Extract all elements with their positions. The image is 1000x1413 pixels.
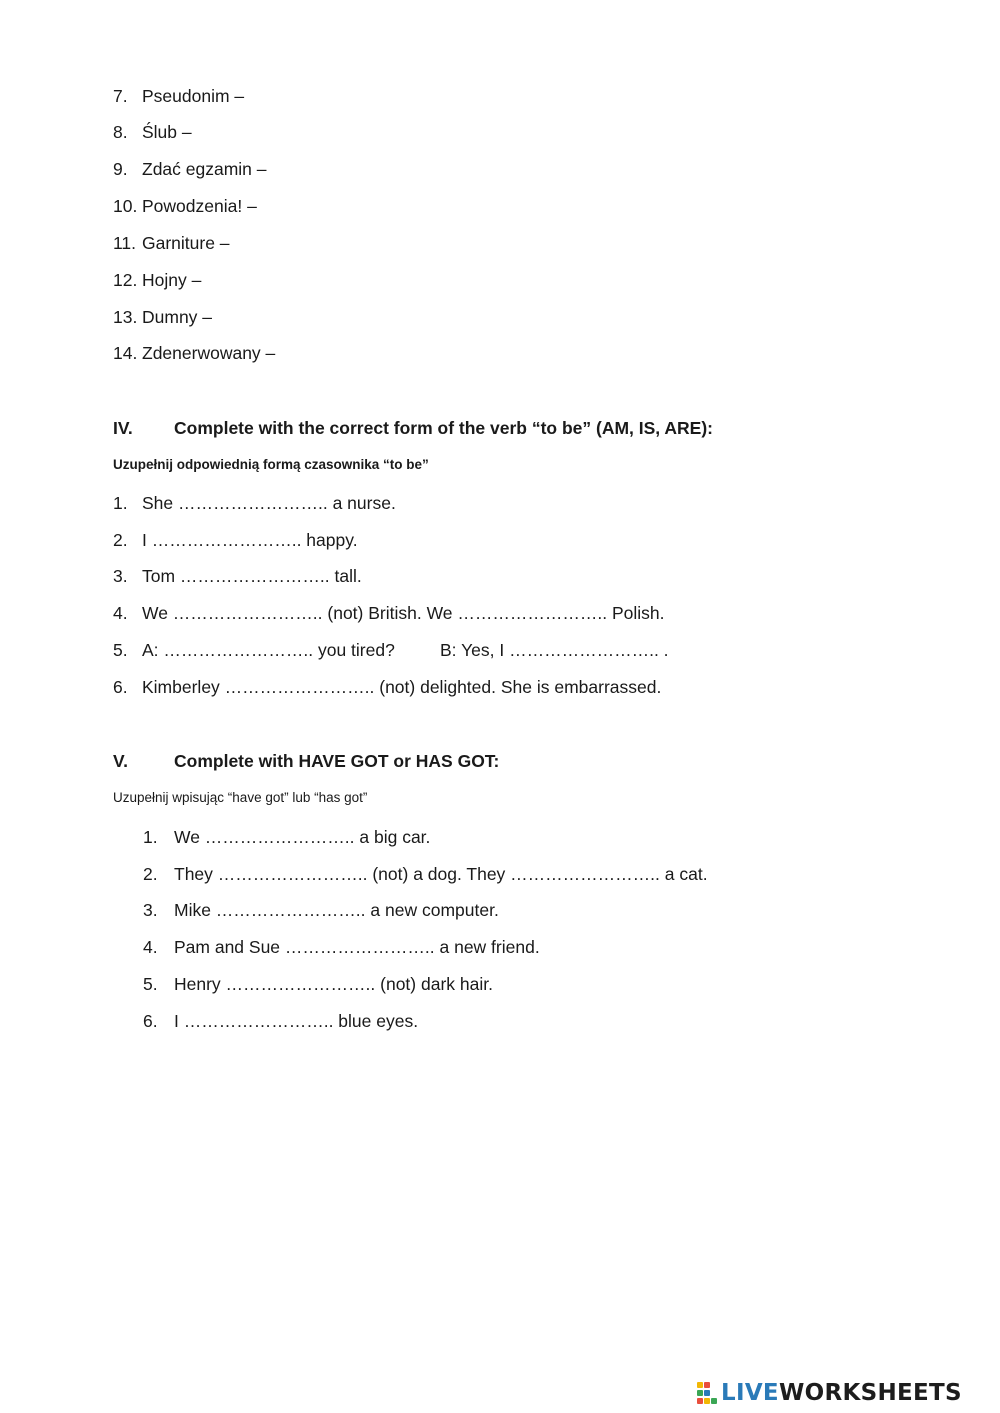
item-number: 9. — [113, 159, 128, 179]
item-text: Ślub – — [142, 122, 192, 142]
item-number: 6. — [143, 1011, 158, 1031]
item-text[interactable]: We …………………….. (not) British. We …………………….. Polish. — [142, 603, 665, 623]
item-text[interactable]: Pam and Sue …………………….. a new friend. — [174, 937, 540, 957]
item-number: 7. — [113, 86, 128, 106]
logo-text-live: LIVE — [721, 1380, 779, 1406]
item-number: 10. — [113, 196, 138, 216]
liveworksheets-logo — [697, 1378, 962, 1408]
section-number: IV. — [113, 418, 133, 438]
item-text: Zdenerwowany – — [142, 343, 276, 363]
section-subtitle: Uzupełnij wpisując “have got” lub “has got” — [113, 790, 368, 805]
item-number: 11. — [113, 233, 137, 253]
item-number: 1. — [113, 493, 128, 513]
item-text[interactable]: I …………………….. blue eyes. — [174, 1011, 419, 1031]
item-text[interactable]: Henry …………………….. (not) dark hair. — [174, 974, 493, 994]
item-text[interactable]: They …………………….. (not) a dog. They …………………….. a cat. — [174, 864, 708, 884]
item-text-b[interactable]: B: Yes, I …………………….. . — [440, 640, 669, 660]
item-text: Powodzenia! – — [142, 196, 257, 216]
item-number: 4. — [143, 937, 158, 957]
item-text[interactable]: A: …………………….. you tired? — [142, 640, 395, 660]
item-text: Pseudonim – — [142, 86, 245, 106]
item-number: 1. — [143, 827, 158, 847]
item-number: 5. — [143, 974, 158, 994]
logo-text-worksheets: WORKSHEETS — [778, 1380, 962, 1406]
item-text: Zdać egzamin – — [142, 159, 267, 179]
section-title: Complete with the correct form of the verb “to be” (AM, IS, ARE): — [174, 418, 713, 438]
section-title: Complete with HAVE GOT or HAS GOT: — [174, 751, 500, 771]
item-text: Hojny – — [142, 270, 202, 290]
item-text[interactable]: She …………………….. a nurse. — [142, 493, 396, 513]
item-number: 4. — [113, 603, 128, 623]
item-number: 6. — [113, 677, 128, 697]
item-number: 13. — [113, 307, 138, 327]
item-text[interactable]: Tom …………………….. tall. — [142, 566, 362, 586]
item-text[interactable]: I …………………….. happy. — [142, 530, 358, 550]
item-number: 3. — [143, 900, 158, 920]
item-text[interactable]: Kimberley …………………….. (not) delighted. She is embarrassed. — [142, 677, 662, 697]
item-text[interactable]: We …………………….. a big car. — [174, 827, 431, 847]
item-text[interactable]: Mike …………………….. a new computer. — [174, 900, 499, 920]
item-text: Dumny – — [142, 307, 213, 327]
section-subtitle: Uzupełnij odpowiednią formą czasownika “to be” — [113, 457, 429, 472]
item-number: 14. — [113, 343, 138, 363]
item-number: 8. — [113, 122, 128, 142]
item-number: 12. — [113, 270, 138, 290]
logo-text — [721, 1380, 962, 1406]
logo-mark-icon — [697, 1380, 719, 1406]
item-number: 2. — [113, 530, 128, 550]
item-number: 2. — [143, 864, 158, 884]
section-number: V. — [113, 751, 128, 771]
item-number: 3. — [113, 566, 128, 586]
item-number: 5. — [113, 640, 128, 660]
item-text: Garniture – — [142, 233, 230, 253]
